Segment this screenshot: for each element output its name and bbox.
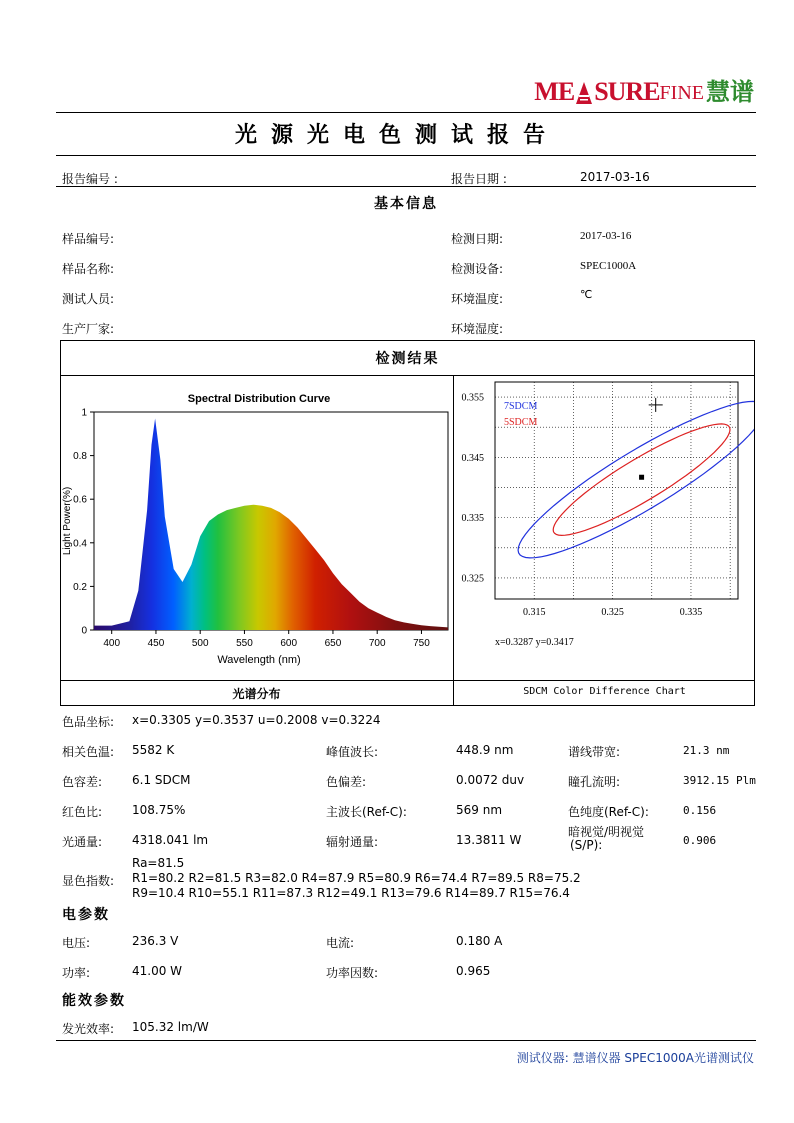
voltage-label: 电压: xyxy=(62,936,91,950)
chroma-label: 色品坐标: xyxy=(62,715,115,729)
sdcm-xtick-label: 0.315 xyxy=(522,607,546,618)
logo-text-sure: SURE xyxy=(594,77,660,106)
efficacy-value: 105.32 lm/W xyxy=(132,1020,209,1034)
pupil-label: 瞳孔流明: xyxy=(568,775,621,789)
logo-text-me: ME xyxy=(534,77,575,106)
voltage-value: 236.3 V xyxy=(132,934,179,948)
divider xyxy=(56,1040,756,1041)
cri-line1: R1=80.2 R2=81.5 R3=82.0 R4=87.9 R5=80.9 R6=74.4 R7=89.5 R8=75.2 xyxy=(132,871,581,885)
current-value: 0.180 A xyxy=(456,934,503,948)
device-value: SPEC1000A xyxy=(580,260,637,272)
purity-value: 0.156 xyxy=(683,804,717,817)
pf-label: 功率因数: xyxy=(326,966,379,980)
spectrum-ytick-label: 1 xyxy=(81,407,87,419)
cct-label: 相关色温: xyxy=(62,745,115,759)
sdcm-xtick-label: 0.335 xyxy=(679,607,703,618)
peak-label: 峰值波长: xyxy=(326,745,379,759)
pupil-value: 3912.15 Plm xyxy=(683,774,756,787)
temp-label: 环境温度: xyxy=(451,292,504,306)
test-date-value: 2017-03-16 xyxy=(580,230,632,242)
divider xyxy=(60,375,755,376)
divider xyxy=(56,155,756,156)
spectrum-xlabel: Wavelength (nm) xyxy=(217,654,301,666)
bandwidth-label: 谱线带宽: xyxy=(568,745,621,759)
peak-value: 448.9 nm xyxy=(456,743,514,757)
duv-value: 0.0072 duv xyxy=(456,773,525,787)
tester-label: 测试人员: xyxy=(62,292,115,306)
divider xyxy=(56,186,756,187)
sample-no-label: 样品编号: xyxy=(62,232,115,246)
sdcm-ytick-label: 0.335 xyxy=(461,513,484,525)
power-label: 功率: xyxy=(62,966,91,980)
spectrum-ylabel: Light Power(%) xyxy=(62,486,73,556)
sdcm-ytick-label: 0.325 xyxy=(461,573,484,585)
logo-a-icon xyxy=(575,80,593,106)
sdcm-coords: x=0.3287 y=0.3417 xyxy=(495,637,574,648)
divider xyxy=(453,375,454,706)
brand-logo xyxy=(534,74,754,106)
spectrum-ytick-label: 0 xyxy=(81,625,87,637)
radiant-value: 13.3811 W xyxy=(456,833,522,847)
efficiency-title: 能效参数 xyxy=(62,993,126,1009)
spectrum-xtick-label: 550 xyxy=(236,638,253,649)
sp-label xyxy=(568,826,644,852)
spectrum-ytick-label: 0.8 xyxy=(73,451,87,463)
tolerance-label: 色容差: xyxy=(62,775,103,789)
spectrum-chart xyxy=(62,380,452,678)
report-no-label: 报告编号 : xyxy=(62,172,118,186)
spectrum-ytick-label: 0.6 xyxy=(73,494,87,506)
cct-value: 5582 K xyxy=(132,743,175,757)
purity-label: 色纯度(Ref-C): xyxy=(568,805,649,819)
spectrum-caption: 光谱分布 xyxy=(232,687,281,701)
logo-text-fine: FINE xyxy=(659,82,704,104)
spectrum-xtick-label: 600 xyxy=(280,638,298,649)
sdcm-ytick-label: 0.345 xyxy=(461,452,484,464)
bandwidth-value: 21.3 nm xyxy=(683,744,730,757)
spectrum-ytick-label: 0.4 xyxy=(73,538,87,550)
sdcm-measured-point xyxy=(639,475,644,480)
sp-value: 0.906 xyxy=(683,834,717,847)
divider xyxy=(60,680,755,681)
sdcm-caption: SDCM Color Difference Chart xyxy=(523,686,686,697)
cri-line2: R9=10.4 R10=55.1 R11=87.3 R12=49.1 R13=79.6 R14=89.7 R15=76.4 xyxy=(132,886,570,900)
cri-label: 显色指数: xyxy=(62,874,115,888)
chroma-value: x=0.3305 y=0.3537 u=0.2008 v=0.3224 xyxy=(132,713,381,727)
red-value: 108.75% xyxy=(132,803,186,817)
sdcm-xtick-label: 0.325 xyxy=(601,607,624,618)
pf-value: 0.965 xyxy=(456,964,491,978)
sample-name-label: 样品名称: xyxy=(62,262,115,276)
spectrum-title: Spectral Distribution Curve xyxy=(187,393,331,405)
device-label: 检测设备: xyxy=(451,262,504,276)
spectrum-xtick-label: 700 xyxy=(368,638,386,649)
electrical-title: 电参数 xyxy=(62,907,110,923)
spectrum-ytick-label: 0.2 xyxy=(73,581,87,593)
spectrum-xtick-label: 750 xyxy=(413,638,430,649)
spectrum-xtick-label: 500 xyxy=(191,638,209,649)
sdcm-chart xyxy=(456,378,754,678)
sdcm-5-label: 5SDCM xyxy=(504,417,538,428)
dominant-value: 569 nm xyxy=(456,803,503,817)
duv-label: 色偏差: xyxy=(326,775,367,789)
results-title: 检测结果 xyxy=(375,351,440,367)
tolerance-value: 6.1 SDCM xyxy=(132,773,191,787)
spectrum-xtick-label: 450 xyxy=(147,638,165,649)
sp-label-line2: (S/P): xyxy=(570,838,603,852)
sdcm-ytick-label: 0.355 xyxy=(461,392,484,404)
page-title: 光源光电色测试报告 xyxy=(234,123,559,148)
divider xyxy=(56,112,756,113)
efficacy-label: 发光效率: xyxy=(62,1022,115,1036)
sdcm-7-label: 7SDCM xyxy=(504,401,538,412)
flux-label: 光通量: xyxy=(62,835,103,849)
basic-info-title: 基本信息 xyxy=(374,196,438,212)
ra-value: Ra=81.5 xyxy=(132,856,185,870)
spectrum-xtick-label: 650 xyxy=(324,638,342,649)
dominant-label: 主波长(Ref-C): xyxy=(326,805,407,819)
radiant-label: 辐射通量: xyxy=(326,835,379,849)
report-date-value: 2017-03-16 xyxy=(580,170,650,184)
power-value: 41.00 W xyxy=(132,964,183,978)
current-label: 电流: xyxy=(326,936,355,950)
red-label: 红色比: xyxy=(62,805,103,819)
sp-label-line1: 暗视觉/明视觉 xyxy=(568,825,645,839)
spectrum-xtick-label: 400 xyxy=(103,638,121,649)
humidity-label: 环境湿度: xyxy=(451,322,504,336)
footer-instrument: 测试仪器: 慧谱仪器 SPEC1000A光谱测试仪 xyxy=(516,1051,754,1065)
manufacturer-label: 生产厂家: xyxy=(62,322,115,336)
temp-value: ℃ xyxy=(580,288,593,301)
report-date-label: 报告日期 : xyxy=(451,172,507,186)
flux-value: 4318.041 lm xyxy=(132,833,209,847)
sdcm-plot-frame xyxy=(495,382,738,599)
test-date-label: 检测日期: xyxy=(451,232,504,246)
logo-text-cn: 慧谱 xyxy=(706,78,754,106)
